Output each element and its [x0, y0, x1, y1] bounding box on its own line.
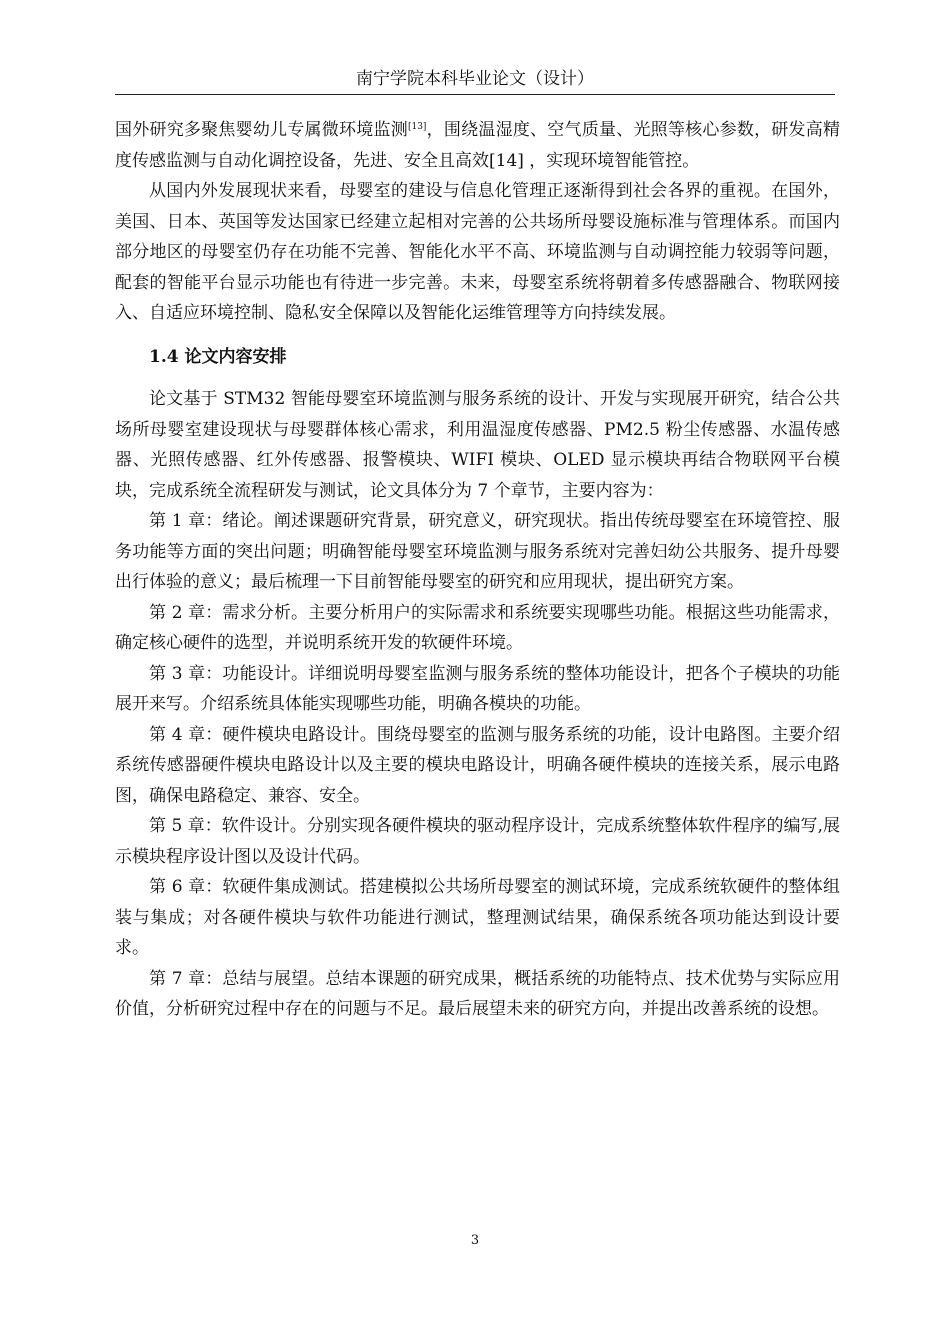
- paragraph-text: 国外研究多聚焦婴幼儿专属微环境监测: [115, 120, 408, 140]
- paragraph-chapter-1: 第 1 章：绪论。阐述课题研究背景，研究意义，研究现状。指出传统母婴室在环境管控、服务功能等方面的突出问题；明确智能母婴室环境监测与服务系统对完善妇幼公共服务、提升母婴出行体验的意义；最后梳理一下目前智能母婴室的研究和应用现状，提出研究方案。: [115, 511, 840, 592]
- paragraph-chapter-7: 第 7 章：总结与展望。总结本课题的研究成果，概括系统的功能特点、技术优势与实际应用价值，分析研究过程中存在的问题与不足。最后展望未来的研究方向，并提出改善系统的设想。: [115, 968, 840, 1019]
- paragraph-status-summary: 从国内外发展现状来看，母婴室的建设与信息化管理正逐渐得到社会各界的重视。在国外，美国、日本、英国等发达国家已经建立起相对完善的公共场所母婴设施标准与管理体系。而国内部分地区的母婴室仍存在功能不完善、智能化水平不高、环境监测与自动调控能力较弱等问题，配套的智能平台显示功能也有待进一步完善。未来，母婴室系统将朝着多传感器融合、物联网接入、自适应环境控制、隐私安全保障以及智能化运维管理等方向持续发展。: [115, 181, 840, 323]
- header-rule: [115, 94, 835, 95]
- citation-13: [13]: [407, 122, 427, 132]
- running-header: 南宁学院本科毕业论文（设计）: [356, 69, 594, 89]
- body-text: [115, 115, 840, 1025]
- paragraph-chapter-2: 第 2 章：需求分析。主要分析用户的实际需求和系统要实现哪些功能。根据这些功能需求，确定核心硬件的选型，并说明系统开发的软硬件环境。: [115, 602, 840, 653]
- paragraph-foreign-research: [115, 115, 840, 176]
- paragraph-chapter-5: 第 5 章：软件设计。分别实现各硬件模块的驱动程序设计，完成系统整体软件程序的编写,展示模块程序设计图以及设计代码。: [115, 816, 840, 867]
- paragraph-text: ，围绕温湿度、空气质量、光照等核心参数，研发高精度传感监测与自动化调控设备，先进、安全且高效[14] ，实现环境智能管控。: [115, 120, 841, 171]
- page-number: 3: [470, 1233, 480, 1248]
- paragraph-chapter-6: 第 6 章：软硬件集成测试。搭建模拟公共场所母婴室的测试环境，完成系统软硬件的整体组装与集成；对各硬件模块与软件功能进行测试，整理测试结果，确保系统各项功能达到设计要求。: [115, 877, 840, 958]
- paragraph-thesis-overview: 论文基于 STM32 智能母婴室环境监测与服务系统的设计、开发与实现展开研究，结合公共场所母婴室建设现状与母婴群体核心需求，利用温湿度传感器、PM2.5 粉尘传感器、水温传感器、光照传感器、红外传感器、报警模块、WIFI 模块、OLED 显示模块再结合物联网平台模块，完成系统全流程研发与测试，论文具体分为 7 个章节，主要内容为：: [115, 389, 840, 501]
- section-heading: 1.4 论文内容安排: [149, 346, 287, 367]
- paragraph-chapter-3: 第 3 章：功能设计。详细说明母婴室监测与服务系统的整体功能设计，把各个子模块的功能展开来写。介绍系统具体能实现哪些功能，明确各模块的功能。: [115, 663, 840, 714]
- paragraph-chapter-4: 第 4 章：硬件模块电路设计。围绕母婴室的监测与服务系统的功能，设计电路图。主要介绍系统传感器硬件模块电路设计以及主要的模块电路设计，明确各硬件模块的连接关系，展示电路图，确保电路稳定、兼容、安全。: [115, 724, 840, 806]
